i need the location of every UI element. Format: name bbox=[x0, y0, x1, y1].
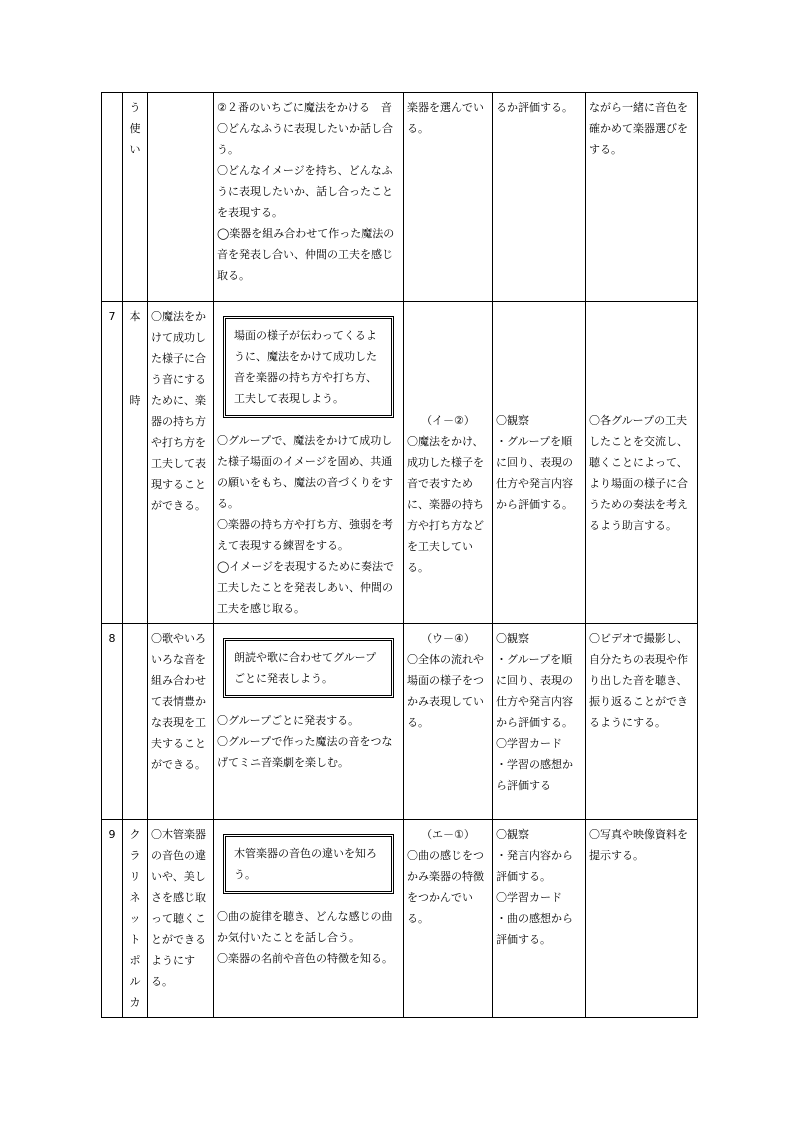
activity-item: 〇楽器の持ち方や打ち方、強弱を考えて表現する練習をする。 bbox=[217, 518, 393, 552]
aim-cell: 〇歌やいろいろな音を組み合わせて表情豊かな表現を工夫することができる。 bbox=[148, 624, 214, 820]
topic-cell bbox=[123, 624, 148, 820]
activity-item: 〇グループで作った魔法の音をつなげてミニ音楽劇を楽しむ。 bbox=[217, 735, 393, 769]
support-cell: 〇写真や映像資料を提示する。 bbox=[586, 820, 698, 1018]
goal-box: 木管楽器の音色の違いを知ろう。 bbox=[223, 834, 394, 894]
activities-cell bbox=[214, 93, 404, 302]
evaluation-text: 〇魔法をかけ、成功した様子を音で表すために、楽器の持ち方や打ち方などを工夫している。 bbox=[407, 435, 484, 574]
evaluation-cell bbox=[404, 820, 493, 1018]
activity-item: 〇どんなふうに表現したいか話し合う。 bbox=[217, 122, 393, 156]
evaluation-cell bbox=[404, 624, 493, 820]
support-cell: ながら一緒に音色を確かめて楽器選びをする。 bbox=[586, 93, 698, 302]
activity-item: ◯楽器を組み合わせて作った魔法の音を発表し合い、仲間の工夫を感じ取る。 bbox=[217, 227, 395, 282]
activity-item: 〇どんなイメージを持ち、どんなふうに表現したいか、話し合ったことを表現する。 bbox=[217, 164, 393, 219]
activities-cell bbox=[214, 624, 404, 820]
table-row bbox=[102, 93, 698, 302]
activity-item: 〇楽器の名前や音色の特徴を知る。 bbox=[217, 952, 393, 965]
aim-cell: 〇魔法をかけて成功した様子に合う音にするために、楽器の持ち方や打ち方を工夫して表現することができる。 bbox=[148, 302, 214, 624]
activity-item: 〇グループで、魔法をかけて成功した様子場面のイメージを固め、共通の願いをもち、魔法の音づくりをする。 bbox=[217, 434, 393, 510]
lesson-number: 8 bbox=[102, 624, 123, 820]
aim-cell bbox=[148, 93, 214, 302]
topic-cell: ク ラ リ ネ ッ ト ポ ル カ bbox=[123, 820, 148, 1018]
table-row bbox=[102, 624, 698, 820]
activity-item: 〇曲の旋律を聴き、どんな感じの曲か気付いたことを話し合う。 bbox=[217, 910, 393, 944]
method-text: 〇観察 ・グループを順に回り、表現の仕方や発言内容から評価する。 bbox=[496, 414, 573, 511]
evaluation-tag: （イ－②） bbox=[421, 414, 475, 427]
goal-box: 朗読や歌に合わせてグループごとに発表しよう。 bbox=[223, 638, 394, 698]
aim-cell: 〇木管楽器の音色の違いや、美しさを感じ取って聴くことができるようにする。 bbox=[148, 820, 214, 1018]
method-cell: 〇観察 ・発言内容から評価する。 〇学習カード ・曲の感想から評価する。 bbox=[493, 820, 586, 1018]
lesson-number bbox=[102, 93, 123, 302]
lesson-number: 7 bbox=[102, 302, 123, 624]
method-cell: るか評価する。 bbox=[493, 93, 586, 302]
evaluation-tag: （ウ－④） bbox=[421, 632, 475, 645]
evaluation-cell bbox=[404, 302, 493, 624]
support-cell bbox=[586, 302, 698, 624]
table-row bbox=[102, 820, 698, 1018]
method-cell: 〇観察 ・グループを順に回り、表現の仕方や発言内容から評価する。 〇学習カード ・学習の感想から評価する bbox=[493, 624, 586, 820]
method-cell bbox=[493, 302, 586, 624]
support-cell: 〇ビデオで撮影し、自分たちの表現や作り出した音を聴き、振り返ることができるようにする。 bbox=[586, 624, 698, 820]
table-row bbox=[102, 302, 698, 624]
lesson-plan-table bbox=[101, 92, 698, 1018]
activities-cell bbox=[214, 820, 404, 1018]
activity-item: ◯イメージを表現するために奏法で工夫したことを発表しあい、仲間の工夫を感じ取る。 bbox=[217, 560, 394, 615]
topic-cell: う 使 い bbox=[123, 93, 148, 302]
goal-box: 場面の様子が伝わってくるように、魔法をかけて成功した音を楽器の持ち方や打ち方、工夫して表現しよう。 bbox=[223, 316, 394, 418]
lesson-number: 9 bbox=[102, 820, 123, 1018]
evaluation-tag: （エ－①） bbox=[421, 828, 475, 841]
activity-item: 〇グループごとに発表する。 bbox=[217, 714, 360, 727]
activity-item: ②２番のいちごに魔法をかける 音 bbox=[217, 101, 392, 114]
topic-cell: 本 時 bbox=[123, 302, 148, 624]
evaluation-cell: 楽器を選んでいる。 bbox=[404, 93, 493, 302]
evaluation-text: 〇曲の感じをつかみ楽器の特徴をつかんでいる。 bbox=[407, 849, 484, 925]
support-text: 〇各グループの工夫したことを交流し、聴くことによって、より場面の様子に合うための奏法を考えるよう助言する。 bbox=[589, 414, 688, 532]
evaluation-text: 〇全体の流れや場面の様子をつかみ表現している。 bbox=[407, 653, 484, 729]
activities-cell bbox=[214, 302, 404, 624]
